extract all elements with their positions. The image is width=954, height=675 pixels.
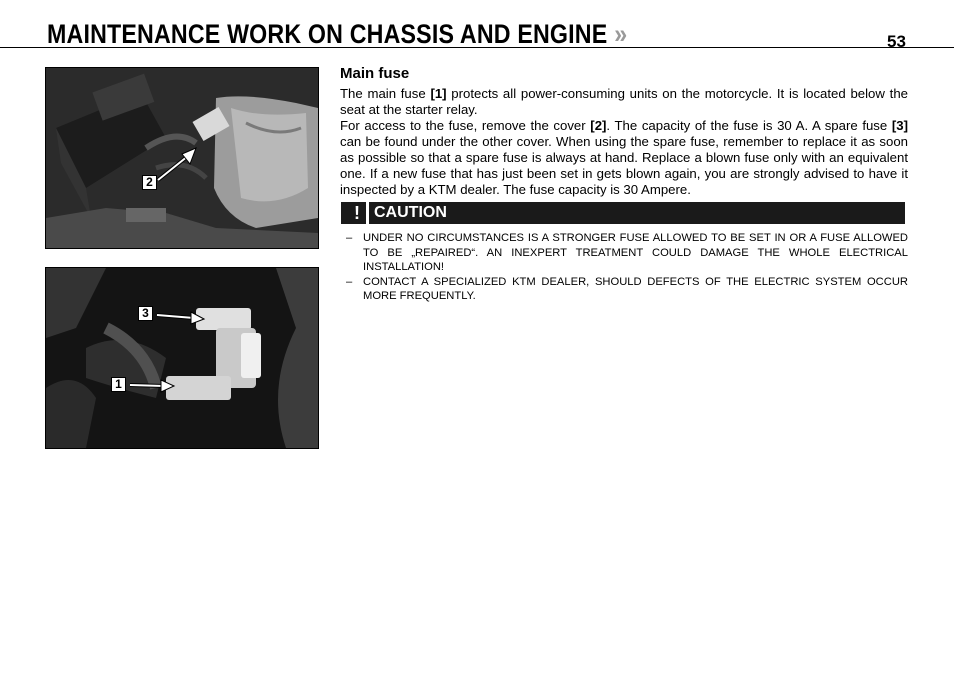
callout-label: 1 [111,377,126,392]
text-run: The main fuse [340,86,431,101]
text-run: . The capacity of the fuse is 30 A. A spare fuse [606,118,892,133]
callout-label: 3 [138,306,153,321]
battery-compartment-image [46,68,318,248]
section-heading: Main fuse [340,65,410,82]
caution-text: UNDER NO CIRCUMSTANCES IS A STRONGER FUSE ALLOWED TO BE SET IN OR A FUSE ALLOWED TO BE „REPAIRED“. AN INEXPERT TREATMENT COULD DAMAGE THE WHOLE ELECTRICAL INSTALLATION! [363,232,908,273]
exclamation-icon: ! [354,203,360,223]
page-title-text: MAINTENANCE WORK ON CHASSIS AND ENGINE [47,19,608,49]
chevron-right-icon: » [614,19,628,49]
caution-divider [366,202,369,224]
reference-marker: [3] [891,118,908,133]
fuse-closeup-image [46,268,318,448]
caution-list [341,231,908,304]
caution-banner [341,202,905,224]
page-number: 53 [887,32,906,51]
caution-text: CONTACT A SPECIALIZED KTM DEALER, SHOULD DEFECTS OF THE ELECTRIC SYSTEM OCCUR MORE FREQUENTLY. [363,275,908,302]
reference-marker: [2] [590,118,607,133]
list-item [341,231,908,275]
text-run: For access to the fuse, remove the cover [340,118,591,133]
page-title [47,17,627,51]
callout-label: 2 [142,175,157,190]
photo-fuse-closeup [45,267,319,449]
caution-label: CAUTION [374,204,447,221]
text-run: protects all power-consuming units on the motorcycle. It is located below the seat at the starter relay. [340,86,908,117]
reference-marker: [1] [430,86,447,101]
photo-battery-compartment [45,67,319,249]
paragraph-fuse-access [340,118,908,198]
list-item [341,275,908,304]
paragraph-main-fuse-location [340,86,908,118]
main-fuse-section [340,64,908,198]
dash-bullet: – [346,275,353,288]
text-run: can be found under the other cover. When using the spare fuse, remember to replace it as soon as possible so that a spare fuse is always at hand. Replace a blown fuse only with an equivalent one. If a new fuse that has just been set in gets blown again, you are strongly advised to have it inspected by a KTM dealer. The fuse capacity is 30 Ampere. [340,134,908,197]
header-divider [0,47,954,48]
dash-bullet: – [346,232,353,244]
